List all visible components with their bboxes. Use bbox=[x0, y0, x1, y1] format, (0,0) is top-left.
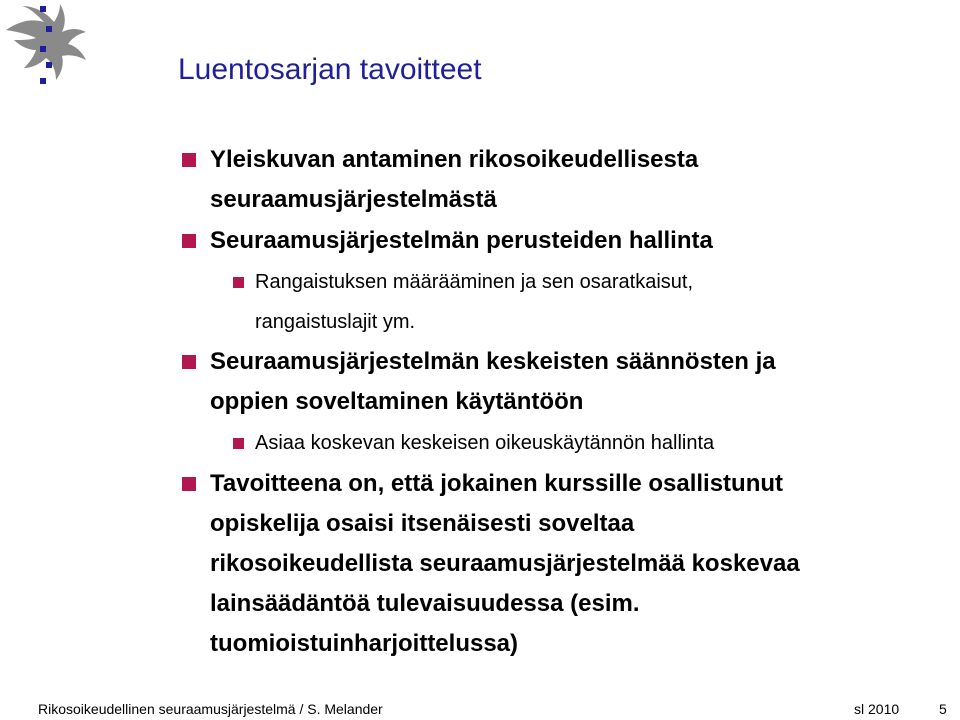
square-bullet-icon bbox=[182, 355, 196, 369]
sub-bullet-text: rangaistuslajit ym. bbox=[255, 311, 416, 333]
bullet-text: Tavoitteena on, että jokainen kurssille osallistunut bbox=[210, 470, 784, 497]
sub-bullet-text: Asiaa koskevan keskeisen oikeuskäytännön hallinta bbox=[255, 432, 715, 454]
square-bullet-icon bbox=[233, 438, 244, 449]
square-bullet-icon bbox=[182, 234, 196, 248]
bullet-text: Seuraamusjärjestelmän keskeisten säännösten ja bbox=[210, 348, 776, 375]
slide-title: Luentosarjan tavoitteet bbox=[178, 53, 482, 86]
square-bullet-icon bbox=[233, 277, 244, 288]
square-bullet-icon bbox=[182, 477, 196, 491]
footer-page-number: 5 bbox=[939, 701, 947, 717]
bullet-text: tuomioistuinharjoittelussa) bbox=[210, 630, 519, 657]
bullet-text: rikosoikeudellista seuraamusjärjestelmää koskevaa bbox=[210, 550, 800, 577]
square-bullet-icon bbox=[182, 153, 196, 167]
bullet-text: lainsäädäntöä tulevaisuudessa (esim. bbox=[210, 590, 640, 617]
bullet-text: opiskelija osaisi itsenäisesti soveltaa bbox=[210, 510, 635, 537]
footer-term: sl 2010 bbox=[854, 701, 900, 717]
sub-bullet-text: Rangaistuksen määrääminen ja sen osaratkaisut, bbox=[255, 271, 694, 293]
bullet-text: oppien soveltaminen käytäntöön bbox=[210, 388, 584, 415]
bullet-text: Seuraamusjärjestelmän perusteiden hallinta bbox=[210, 227, 713, 254]
footer-course-author: Rikosoikeudellinen seuraamusjärjestelmä / S. Melander bbox=[38, 701, 383, 717]
bullet-text: Yleiskuvan antaminen rikosoikeudellisesta bbox=[210, 146, 699, 173]
bullet-text: seuraamusjärjestelmästä bbox=[210, 186, 497, 213]
